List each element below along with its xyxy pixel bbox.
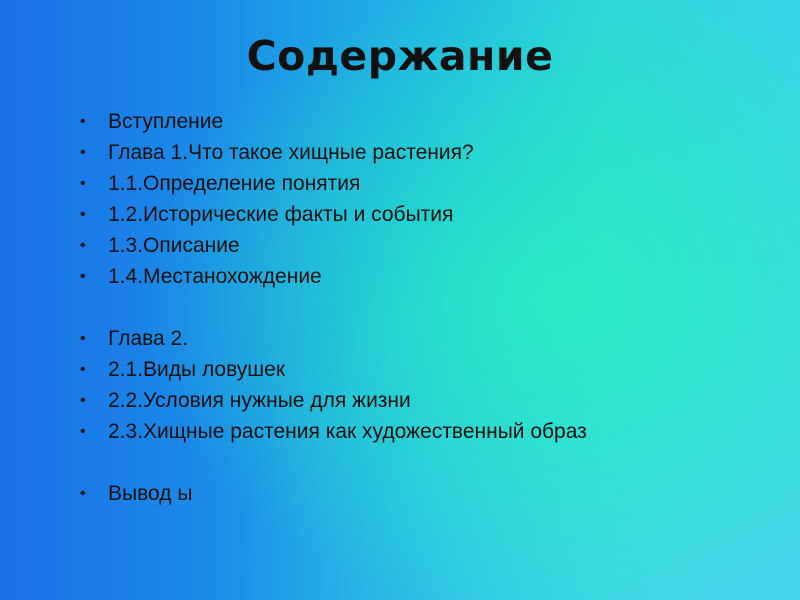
- list-item: [80, 323, 780, 354]
- bullet-icon: •: [80, 423, 86, 440]
- bullet-icon: •: [80, 175, 86, 192]
- list-spacer: [80, 447, 780, 478]
- list-item: [80, 106, 780, 137]
- list-item-text: Глава 1.Что такое хищные растения?: [108, 141, 474, 164]
- bullet-icon: •: [80, 392, 86, 409]
- bullet-icon: •: [80, 485, 86, 502]
- list-item: [80, 354, 780, 385]
- list-item: [80, 137, 780, 168]
- bullet-icon: •: [80, 144, 86, 161]
- bullet-icon: •: [80, 330, 86, 347]
- list-item-text: 2.2.Условия нужные для жизни: [108, 389, 411, 412]
- list-item-text: 2.3.Хищные растения как художественный образ: [108, 420, 587, 443]
- bullet-icon: •: [80, 206, 86, 223]
- list-item: [80, 168, 780, 199]
- list-item-text: Вступление: [108, 110, 224, 133]
- list-item: [80, 478, 780, 509]
- list-item-text: 1.4.Местанохождение: [108, 265, 322, 288]
- list-item-text: Глава 2.: [108, 327, 189, 350]
- list-item-text: 1.1.Определение понятия: [108, 172, 361, 195]
- list-item: [80, 230, 780, 261]
- contents-list: [80, 106, 780, 509]
- list-item: [80, 385, 780, 416]
- bullet-icon: •: [80, 361, 86, 378]
- list-item: [80, 261, 780, 292]
- list-item-text: 1.3.Описание: [108, 234, 240, 257]
- bullet-icon: •: [80, 113, 86, 130]
- bullet-icon: •: [80, 268, 86, 285]
- list-spacer: [80, 292, 780, 323]
- list-item: [80, 199, 780, 230]
- slide-title: Содержание: [246, 32, 554, 80]
- list-item-text: 2.1.Виды ловушек: [108, 358, 286, 381]
- list-item-text: 1.2.Исторические факты и события: [108, 203, 454, 226]
- list-item-text: Вывод ы: [108, 482, 193, 505]
- bullet-icon: •: [80, 237, 86, 254]
- list-item: [80, 416, 780, 447]
